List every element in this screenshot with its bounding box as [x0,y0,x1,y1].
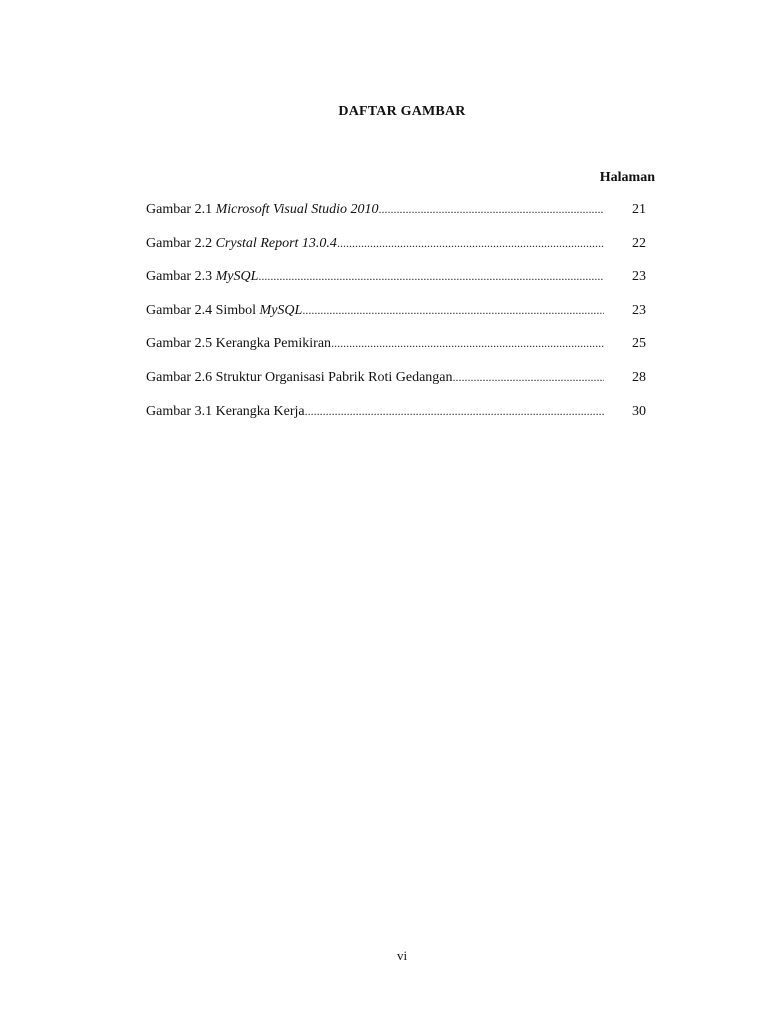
entry-italic: Microsoft Visual Studio 2010 [215,202,379,217]
entry-label [146,336,604,352]
entry-text [146,236,337,252]
entry-page-number: 22 [632,235,646,251]
figure-list-item [146,336,646,370]
page-title: DAFTAR GAMBAR [338,104,466,119]
entry-italic: MySQL [259,302,303,318]
footer-page-number: vi [396,948,408,963]
entry-label [146,236,604,252]
entry-prefix: Gambar 2.4 Simbol [146,302,260,318]
entry-italic: Crystal Report 13.0.4 [215,235,337,251]
page-column-header: Halaman [599,170,655,185]
figure-list [146,202,646,437]
figure-list-item [146,303,646,337]
figure-list-item [146,269,646,303]
entry-label [146,404,604,420]
figure-list-item [146,404,646,438]
entry-prefix: Gambar 2.5 Kerangka Pemikiran [146,336,332,352]
entry-label [146,370,604,386]
entry-page-number: 28 [632,369,646,385]
entry-page-number: 23 [632,302,646,318]
entry-text [146,404,305,420]
dot-leader [258,269,604,284]
entry-label [146,269,604,285]
figure-list-item [146,370,646,404]
figure-list-item [146,236,646,270]
entry-text [146,269,258,285]
entry-prefix: Gambar 2.6 Struktur Organisasi Pabrik Roti Gedangan [146,369,453,385]
entry-page-number: 21 [632,202,646,217]
entry-page-number: 30 [632,403,646,419]
entry-label [146,303,604,319]
dot-leader [337,236,604,251]
entry-italic: MySQL [215,269,259,285]
figure-list-item [146,202,646,236]
entry-page-number: 25 [632,336,646,352]
entry-text [146,336,331,352]
entry-label [146,202,604,218]
entry-page-number: 23 [632,269,646,285]
entry-text [146,303,302,319]
entry-text [146,370,453,386]
entry-prefix: Gambar 3.1 Kerangka Kerja [146,403,305,419]
entry-text [146,202,379,218]
entry-prefix: Gambar 2.2 [146,235,216,251]
dot-leader [453,370,604,385]
entry-prefix: Gambar 2.1 [146,202,216,217]
dot-leader [331,336,604,351]
dot-leader [302,303,604,318]
dot-leader [305,404,604,419]
dot-leader [379,202,604,217]
entry-prefix: Gambar 2.3 [146,269,216,285]
